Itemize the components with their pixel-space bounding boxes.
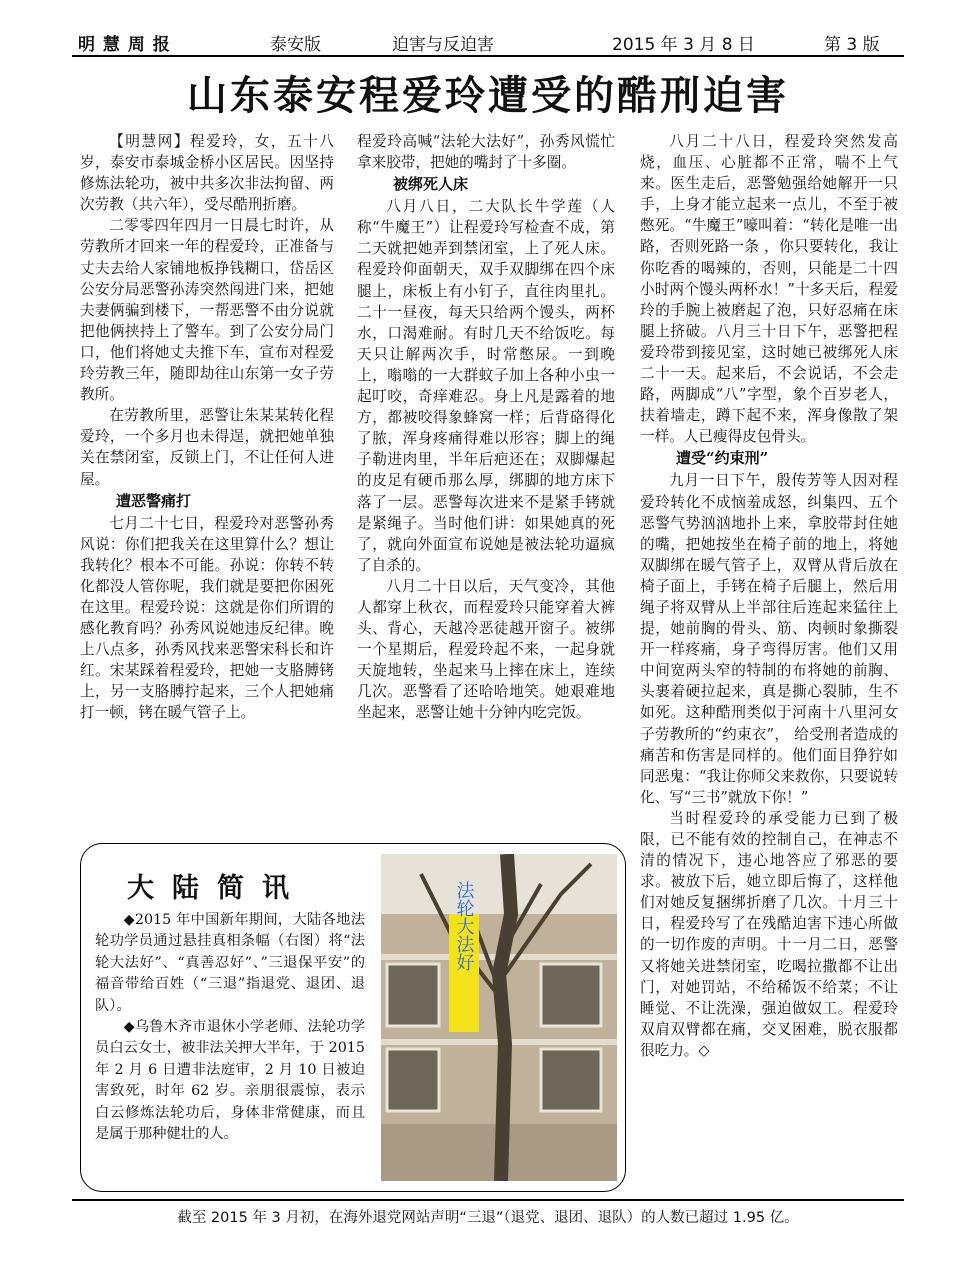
page-number: 第 3 版 <box>824 35 880 55</box>
footer-rule <box>72 1199 904 1201</box>
masthead-name: 明 慧 周 报 <box>78 35 171 55</box>
edition-label: 泰安版 <box>270 35 321 55</box>
paragraph: 【明慧网】程爱玲，女，五十八岁，泰安市泰城金桥小区居民。因坚持修炼法轮功，被中共多次非法拘留、两次劳教（共六年），受尽酷刑折磨。 <box>80 133 334 214</box>
column-3 <box>640 131 898 1061</box>
news-brief-title: 大陆简讯 <box>127 873 307 904</box>
column-2 <box>357 131 615 724</box>
news-item: ◆2015 年中国新年期间，大陆各地法轮功学员通过悬挂真相条幅（右图）将“法轮大法好”、“真善忍好”、”三退保平安”的福音带给百姓（“三退”指退党、退团、退队）。 <box>95 912 365 1014</box>
paragraph: 八月二十日以后，天气变冷，其他人都穿上秋衣，而程爱玲只能穿着大裤头、背心，天越冷恶徒越开窗子。被绑一个星期后，程爱玲起不来，一起身就天旋地转，坐起来马上摔在床上，连续几次。恶警看了还哈哈地笑。她艰难地坐起来，恶警让她十分钟内吃完饭。 <box>357 577 615 722</box>
banner-photo <box>381 854 617 1181</box>
news-item: ◆乌鲁木齐市退休小学老师、法轮功学员白云女士，被非法关押大半年，于 2015 年 2 月 6 日遭非法庭审，2 月 10 日被迫害致死，时年 62 岁。亲朋很震惊，表示白云修炼法轮功后，身体非常健康，而且是属于那种健壮的人。 <box>95 1019 365 1143</box>
paragraph: 二零零四年四月一日晨七时许，从劳教所才回来一年的程爱玲，正准备与丈夫去给人家铺地板挣钱糊口，岱岳区公安分局恶警孙涛突然闯进门来，把她夫妻俩骗到楼下，一帮恶警不由分说就把他俩挟持上了警车。到了公安分局门口，他们将她丈夫推下车，宣布对程爱玲劳教三年，随即劫往山东第一女子劳教所。 <box>80 217 334 404</box>
paragraph: 九月一日下午，殷传芳等人因对程爱玲转化不成恼羞成怒，纠集四、五个恶警气势汹汹地扑上来，拿胶带封住她的嘴，把她按坐在椅子前的地上，将她双脚绑在暖气管子上，双臂从背后放在椅子面上，手铐在椅子后腿上，然后用绳子将双臂从上半部往后连起来猛往上提，她前胸的骨头、筋、肉顿时象撕裂开一样疼痛，身子弯得厉害。他们又用中间宽两头窄的特制的布将她的前胸、头裹着硬拉起来，真是撕心裂肺，生不如死。这种酷刑类似于河南十八里河女子劳教所的“约束衣”， 给受刑者造成的痛苦和伤害是同样的。他们面目狰狞如同恶鬼：“我让你师父来救你，只要说转化、写“三书”就放下你！” <box>640 472 898 806</box>
header-rule <box>72 55 904 57</box>
paragraph: 当时程爱玲的承受能力已到了极限，已不能有效的控制自己，在神志不清的情况下，违心地答应了邪恶的要求。被放下后，她立即后悔了，这样他们对她反复捆绑折磨了几次。十月三十日，程爱玲写了在残酷迫害下违心所做的一切作废的声明。十一月二日，恶警又将她关进禁闭室，吃喝拉撒都不让出门，对她罚站，不给稀饭不给菜；不让睡觉、不让洗澡，强迫做奴工。程爱玲双肩双臂都在痛，交叉困难，脱衣服都很吃力。◇ <box>640 809 898 1059</box>
paragraph: 八月八日，二大队长牛学莲（人称“牛魔王”）让程爱玲写检查不成，第二天就把她弄到禁闭室，上了死人床。程爱玲仰面朝天，双手双脚绑在四个床腿上，床板上有小钉子，直往肉里扎。二十一昼夜，每天只给两个馒头，两杯水，口渴难耐。有时几天不给饭吃。每天只让解两次手，时常憋尿。一到晚上，嗡嗡的一大群蚊子加上各种小虫一起叮咬，奇痒难忍。身上凡是露着的地方，都被咬得象蜂窝一样；后背硌得化了脓，浑身疼痛得难以形容；脚上的绳子勒进肉里，半年后疤还在；双脚爆起的皮足有硬币那么厚，绑脚的地方床下落了一层。恶警每次进来不是紧手铐就是紧绳子。当时他们讲：如果她真的死了，就向外面宣布说她是被法轮功逼疯了自杀的。 <box>357 198 615 574</box>
banner-text: 法轮大法好 <box>453 881 475 971</box>
subheading: 遭恶警痛打 <box>116 491 192 510</box>
subheading: 遭受“约束刑” <box>676 449 769 468</box>
paragraph: 七月二十七日，程爱玲对恶警孙秀风说：你们把我关在这里算什么？想让我转化？根本不可能。孙说：你转不转化都没人管你呢，我们就是要把你困死在这里。程爱玲说：这就是你们所谓的感化教育吗？孙秀风说她违反纪律。晚上八点多，孙秀风找来恶警宋科长和许红。宋某踩着程爱玲，把她一支胳膊铐上，另一支胳膊拧起来，三个人把她痛打一顿，铐在暖气管子上。 <box>80 514 334 722</box>
paragraph: 八月二十八日，程爱玲突然发高烧，血压、心脏都不正常，喘不上气来。医生走后，恶警勉强给她解开一只手，上身才能立起来一点儿，不至于被憋死。“牛魔王”嚎叫着：“转化是唯一出路，否则死路一条 ，你只要转化，我让你吃香的喝辣的，否则，只能是二十四小时两个馒头两杯水！”十多天后，程爱玲的手腕上被磨起了泡，只好忍痛在床腿上挤破。八月三十日下午，恶警把程爱玲带到接见室，这时她已被绑死人床二十一天。起来后，不会说话，不会走路，两脚成“八”字型，象个百岁老人，扶着墙走，蹲下起不来，浑身像散了架一样。人已瘦得皮包骨头。 <box>640 133 898 446</box>
banner-photo-image <box>381 854 617 1181</box>
footer-notice: 截至 2015 年 3 月初，在海外退党网站声明“三退”（退党、退团、退队）的人数已超过 1.95 亿。 <box>177 1210 799 1226</box>
subheading: 被绑死人床 <box>393 175 469 194</box>
paragraph: 程爱玲高喊“法轮大法好”，孙秀风慌忙拿来胶带，把她的嘴封了十多圈。 <box>357 133 615 172</box>
news-brief-box <box>80 843 626 1192</box>
article-title: 山东泰安程爱玲遭受的酷刑迫害 <box>187 72 789 119</box>
masthead-bar <box>72 30 904 56</box>
section-label: 迫害与反迫害 <box>392 35 494 55</box>
column-1 <box>80 131 334 724</box>
issue-date: 2015 年 3 月 8 日 <box>612 35 755 55</box>
news-brief-text <box>95 910 365 1145</box>
paragraph: 在劳教所里，恶警让朱某某转化程爱玲，一个多月也未得逞，就把她单独关在禁闭室，反锁上门，不让任何人进屋。 <box>80 407 334 488</box>
